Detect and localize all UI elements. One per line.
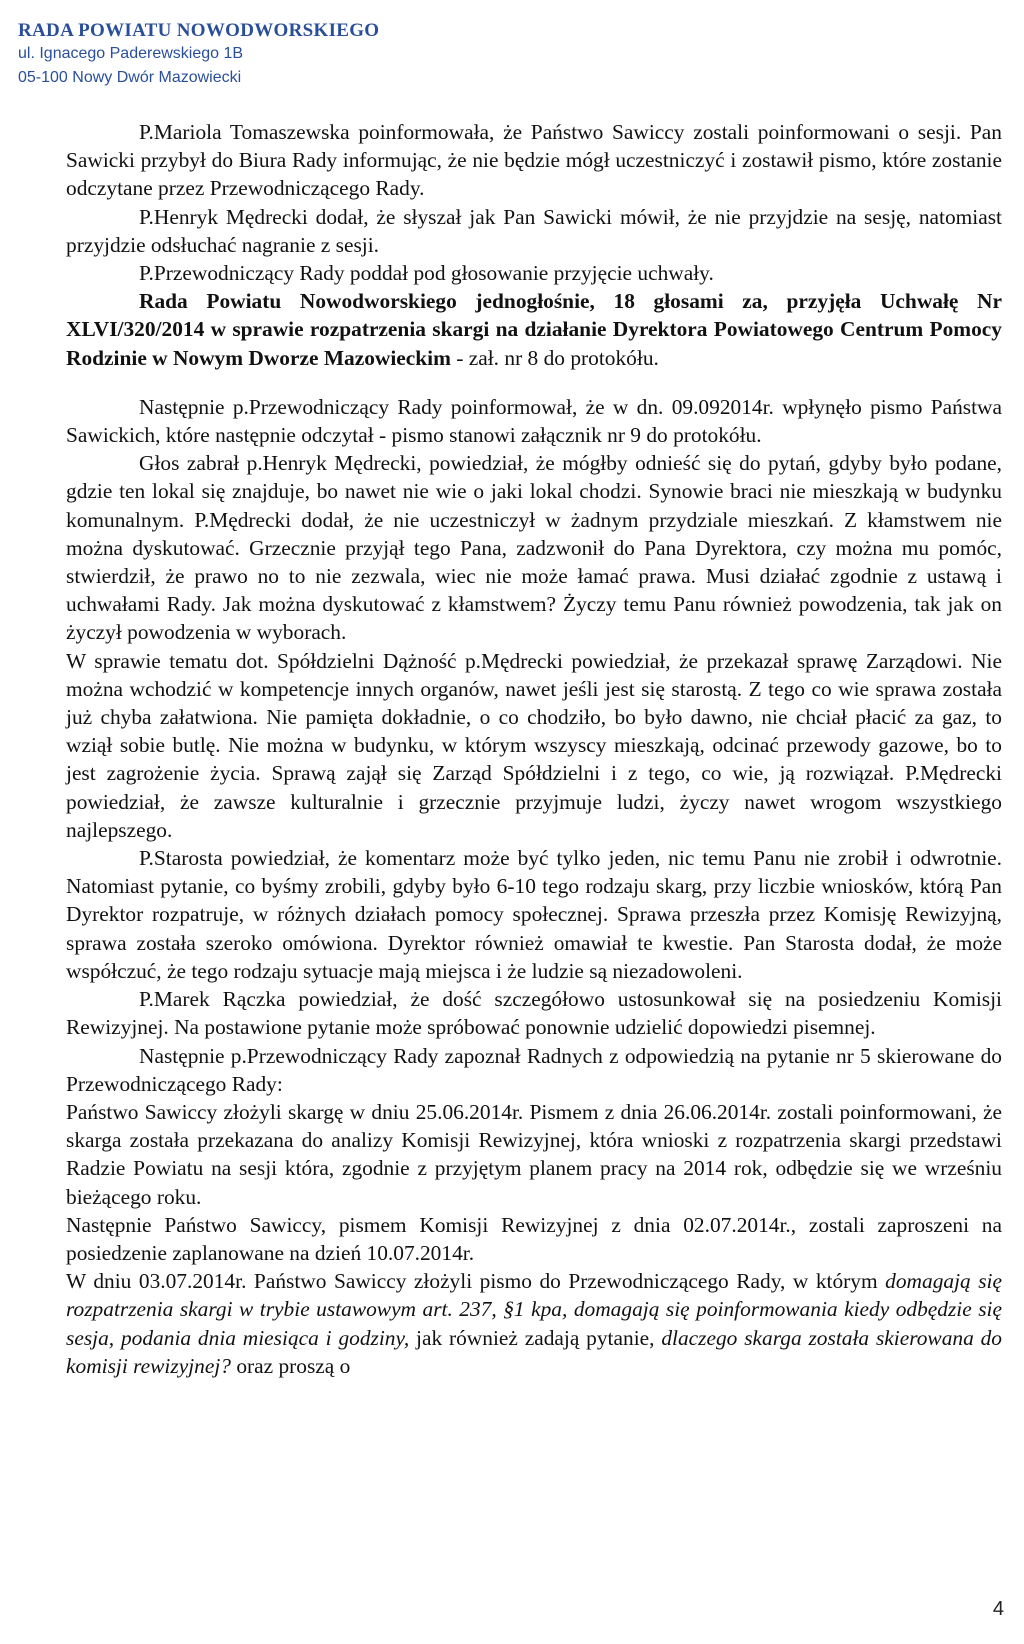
document-body [66, 118, 1002, 1380]
letterhead-stamp [18, 20, 379, 90]
paragraph: Następnie p.Przewodniczący Rady poinformował, że w dn. 09.092014r. wpłynęło pismo Państwa Sawickich, które następnie odczytał - pismo stanowi załącznik nr 9 do protokółu. [66, 394, 1002, 448]
text-run: W dniu 03.07.2014r. Państwo Sawiccy złożyli pismo do Przewodniczącego Rady, w którym [66, 1269, 886, 1294]
paragraph: P.Henryk Mędrecki dodał, że słyszał jak Pan Sawicki mówił, że nie przyjdzie na sesję, natomiast przyjdzie odsłuchać nagranie z sesji. [66, 204, 1002, 257]
paragraph [66, 1267, 1002, 1380]
paragraph: Następnie p.Przewodniczący Rady zapoznał Radnych z odpowiedzią na pytanie nr 5 skierowane do Przewodniczącego Rady: [66, 1043, 1002, 1096]
paragraph: Głos zabrał p.Henryk Mędrecki, powiedział, że mógłby odnieść się do pytań, gdyby było podane, gdzie ten lokal się znajduje, bo nawet nie wie o jaki lokal chodzi. Synowie braci nie mieszkają w budynku komunalnym. P.Mędrecki dodał, że nie uczestniczył w żadnym przydziale mieszkań. Z kłamstwem nie można dyskutować. Grzecznie przyjął tego Pana, zadzwonił do Pana Dyrektora, czy można mu pomóc, stwierdził, że prawo no to nie zezwala, wiec nie może łamać prawa. Musi działać zgodnie z ustawą i uchwałami Rady. Jak można dyskutować z kłamstwem? Życzy temu Panu również powodzenia, tak jak on życzył powodzenia w wyborach. [66, 451, 1002, 645]
council-city: 05-100 Nowy Dwór Mazowiecki [18, 69, 242, 86]
paragraph: P.Przewodniczący Rady poddał pod głosowanie przyjęcie uchwały. [139, 261, 714, 286]
resolution-text: Rada Powiatu Nowodworskiego jednogłośnie, 18 głosami za, przyjęła Uchwałę Nr XLVI/320/2014 w sprawie rozpatrzenia skargi na działanie Dyrektora Powiatowego Centrum Pomocy Rodzinie w Nowym Dworze Mazowieckim [66, 289, 1002, 370]
text-run: oraz proszą o [230, 1353, 351, 1378]
faint-bleedthrough-stamp [772, 16, 1002, 106]
council-name: RADA POWIATU NOWODWORSKIEGO [18, 20, 380, 41]
paragraph: Państwo Sawiccy złożyli skargę w dniu 25.06.2014r. Pismem z dnia 26.06.2014r. zostali poinformowani, że skarga została przekazana do analizy Komisji Rewizyjnej, która wnioski z rozpatrzenia skargi przedstawi Radzie Powiatu na sesji która, zgodnie z przyjętym planem pracy na 2014 rok, odbędzie się we wrześniu bieżącego roku. [66, 1099, 1002, 1209]
attachment-note: - zał. nr 8 do protokółu. [450, 345, 659, 370]
text-run: jak również zadają pytanie, [409, 1325, 662, 1350]
council-street: ul. Ignacego Paderewskiego 1B [18, 45, 244, 62]
italic-quote: domagają się rozpatrzenia skargi w trybie ustawowym art. 237, §1 kpa, domagają się poinformowania kiedy odbędzie się sesja, podania dnia miesiąca i godziny, [66, 1269, 1002, 1350]
paragraph: P.Marek Rączka powiedział, że dość szczegółowo ustosunkował się na posiedzeniu Komisji Rewizyjnej. Na postawione pytanie może spróbować ponownie udzielić dopowiedzi pisemnej. [66, 987, 1002, 1040]
paragraph: Następnie Państwo Sawiccy, pismem Komisji Rewizyjnej z dnia 02.07.2014r., zostali zaproszeni na posiedzenie zaplanowane na dzień 10.07.2014r. [66, 1212, 1002, 1265]
page-number: 4 [992, 1598, 1004, 1620]
italic-question: dlaczego skarga została skierowana do komisji rewizyjnej? [66, 1325, 1003, 1378]
resolution-paragraph [66, 287, 1002, 372]
paragraph: W sprawie tematu dot. Spółdzielni Dążność p.Mędrecki powiedział, że przekazał sprawę Zarządowi. Nie można wchodzić w kompetencje innych organów, nawet jeśli jest się starostą. Z tego co wie sprawa została już chyba załatwiona. Nie pamięta dokładnie, o co chodziło, bo było dawno, nie chciał płacić za gaz, to wziął sobie butlę. Nie można w budynku, w którym wszyscy mieszkają, odcinać przewody gazowe, bo to jest zagrożenie życia. Sprawą zajął się Zarząd Spółdzielni i z tego, co wie, ją rozwiązał. P.Mędrecki powiedział, że zawsze kulturalnie i grzecznie przyjmuje ludzi, życzy nawet wrogom wszystkiego najlepszego. [66, 648, 1002, 842]
paragraph: P.Starosta powiedział, że komentarz może być tylko jeden, nic temu Panu nie zrobił i odwrotnie. Natomiast pytanie, co byśmy zrobili, gdyby było 6-10 tego rodzaju skarg, przy liczbie wniosków, którą Pan Dyrektor rozpatruje, w różnych działach pomocy społecznej. Sprawa przeszła przez Komisję Rewizyjną, sprawa została szeroko omówiona. Dyrektor również omawiał te kwestie. Pan Starosta dodał, że może współczuć, że tego rodzaju sytuacje mają miejsca i że ludzie są niezadowoleni. [66, 846, 1002, 983]
paragraph: P.Mariola Tomaszewska poinformowała, że Państwo Sawiccy zostali poinformowani o sesji. Pan Sawicki przybył do Biura Rady informując, że nie będzie mógł uczestniczyć i zostawił pismo, które zostanie odczytane przez Przewodniczącego Rady. [66, 120, 1002, 201]
